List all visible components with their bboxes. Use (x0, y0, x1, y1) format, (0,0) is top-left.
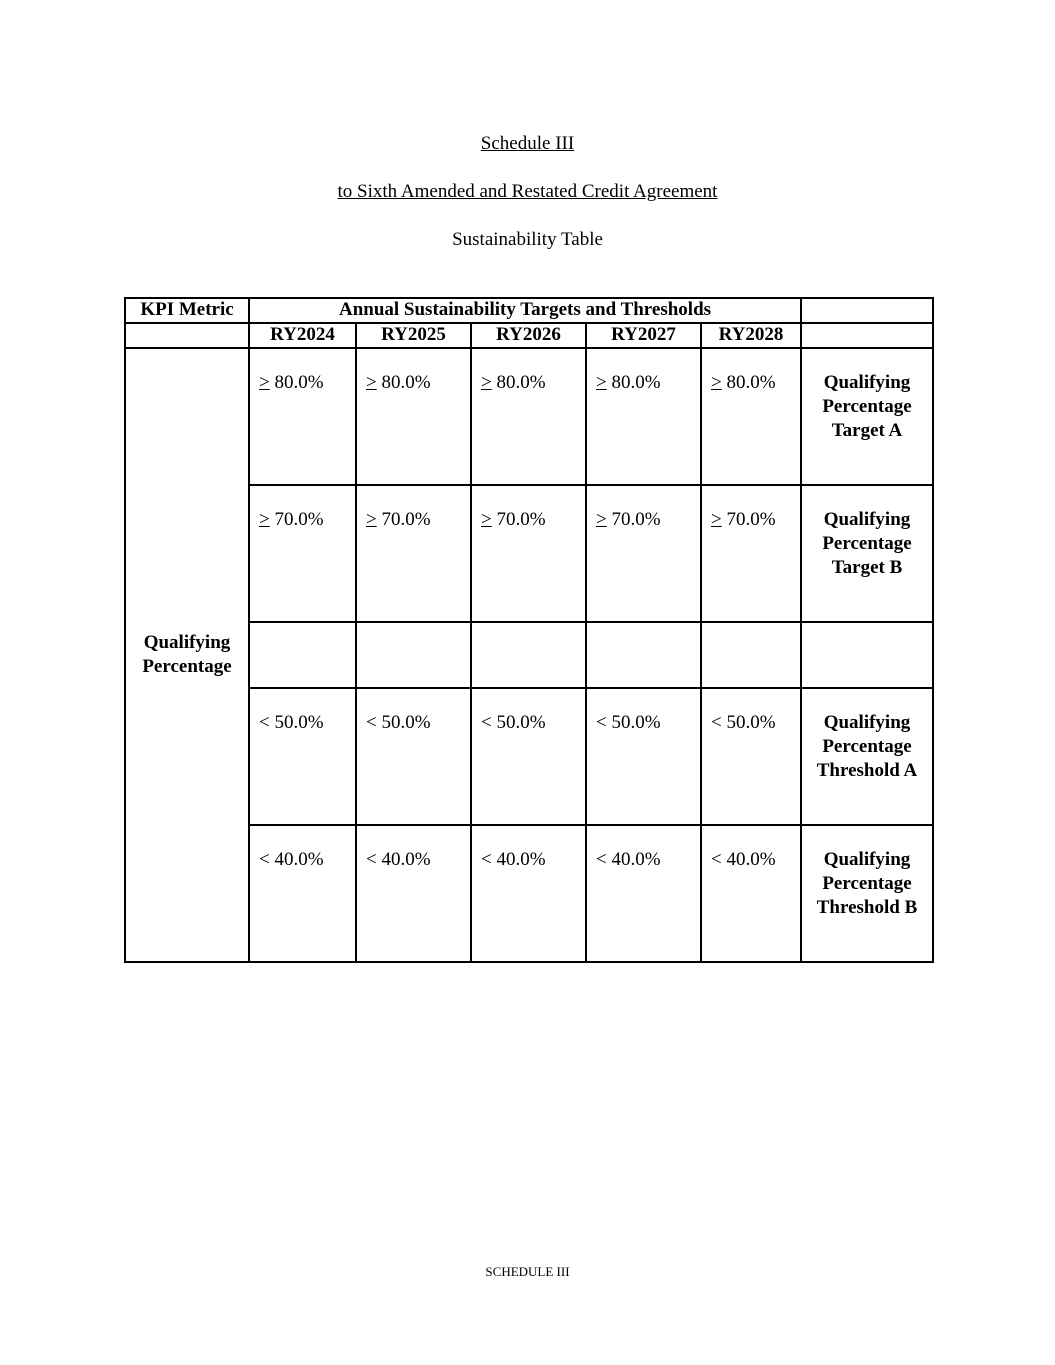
value-cell: < 50.0% (586, 688, 701, 825)
value-cell: < 40.0% (356, 825, 471, 962)
empty-cell (701, 622, 801, 688)
header-row (125, 298, 933, 323)
page-footer: SCHEDULE III (485, 1264, 570, 1279)
value-cell: < 40.0% (471, 825, 586, 962)
value-cell: < 40.0% (586, 825, 701, 962)
kpi-metric-header: KPI Metric (125, 298, 249, 323)
row-label-cell: Qualifying Percentage Target A (801, 348, 933, 485)
year-header-row (125, 323, 933, 348)
agreement-subtitle: to Sixth Amended and Restated Credit Agreement (337, 181, 718, 202)
year-header: RY2025 (356, 323, 471, 348)
year-header: RY2027 (586, 323, 701, 348)
value-cell: < 50.0% (471, 688, 586, 825)
sustainability-table (124, 297, 934, 963)
targets-thresholds-header: Annual Sustainability Targets and Thresholds (249, 298, 801, 323)
value-cell: > 80.0% (356, 348, 471, 485)
year-header: RY2024 (249, 323, 356, 348)
kpi-name-cell: Qualifying Percentage (125, 348, 249, 962)
empty-year-cell (125, 323, 249, 348)
empty-year-cell (801, 323, 933, 348)
empty-cell (471, 622, 586, 688)
value-cell: > 80.0% (249, 348, 356, 485)
row-label-cell: Qualifying Percentage Threshold A (801, 688, 933, 825)
empty-cell (586, 622, 701, 688)
value-cell: > 80.0% (701, 348, 801, 485)
value-cell: < 50.0% (701, 688, 801, 825)
value-cell: > 80.0% (471, 348, 586, 485)
table-title: Sustainability Table (452, 229, 603, 250)
value-cell: > 70.0% (471, 485, 586, 622)
schedule-title: Schedule III (480, 133, 575, 154)
value-cell: < 50.0% (249, 688, 356, 825)
year-header: RY2028 (701, 323, 801, 348)
value-cell: > 70.0% (356, 485, 471, 622)
value-cell: < 50.0% (356, 688, 471, 825)
empty-cell (801, 622, 933, 688)
value-cell: > 70.0% (701, 485, 801, 622)
empty-cell (249, 622, 356, 688)
value-cell: > 70.0% (249, 485, 356, 622)
row-label-cell: Qualifying Percentage Threshold B (801, 825, 933, 962)
value-cell: > 70.0% (586, 485, 701, 622)
empty-header-cell (801, 298, 933, 323)
value-cell: < 40.0% (249, 825, 356, 962)
table-row (125, 348, 933, 485)
value-cell: > 80.0% (586, 348, 701, 485)
value-cell: < 40.0% (701, 825, 801, 962)
year-header: RY2026 (471, 323, 586, 348)
empty-cell (356, 622, 471, 688)
row-label-cell: Qualifying Percentage Target B (801, 485, 933, 622)
